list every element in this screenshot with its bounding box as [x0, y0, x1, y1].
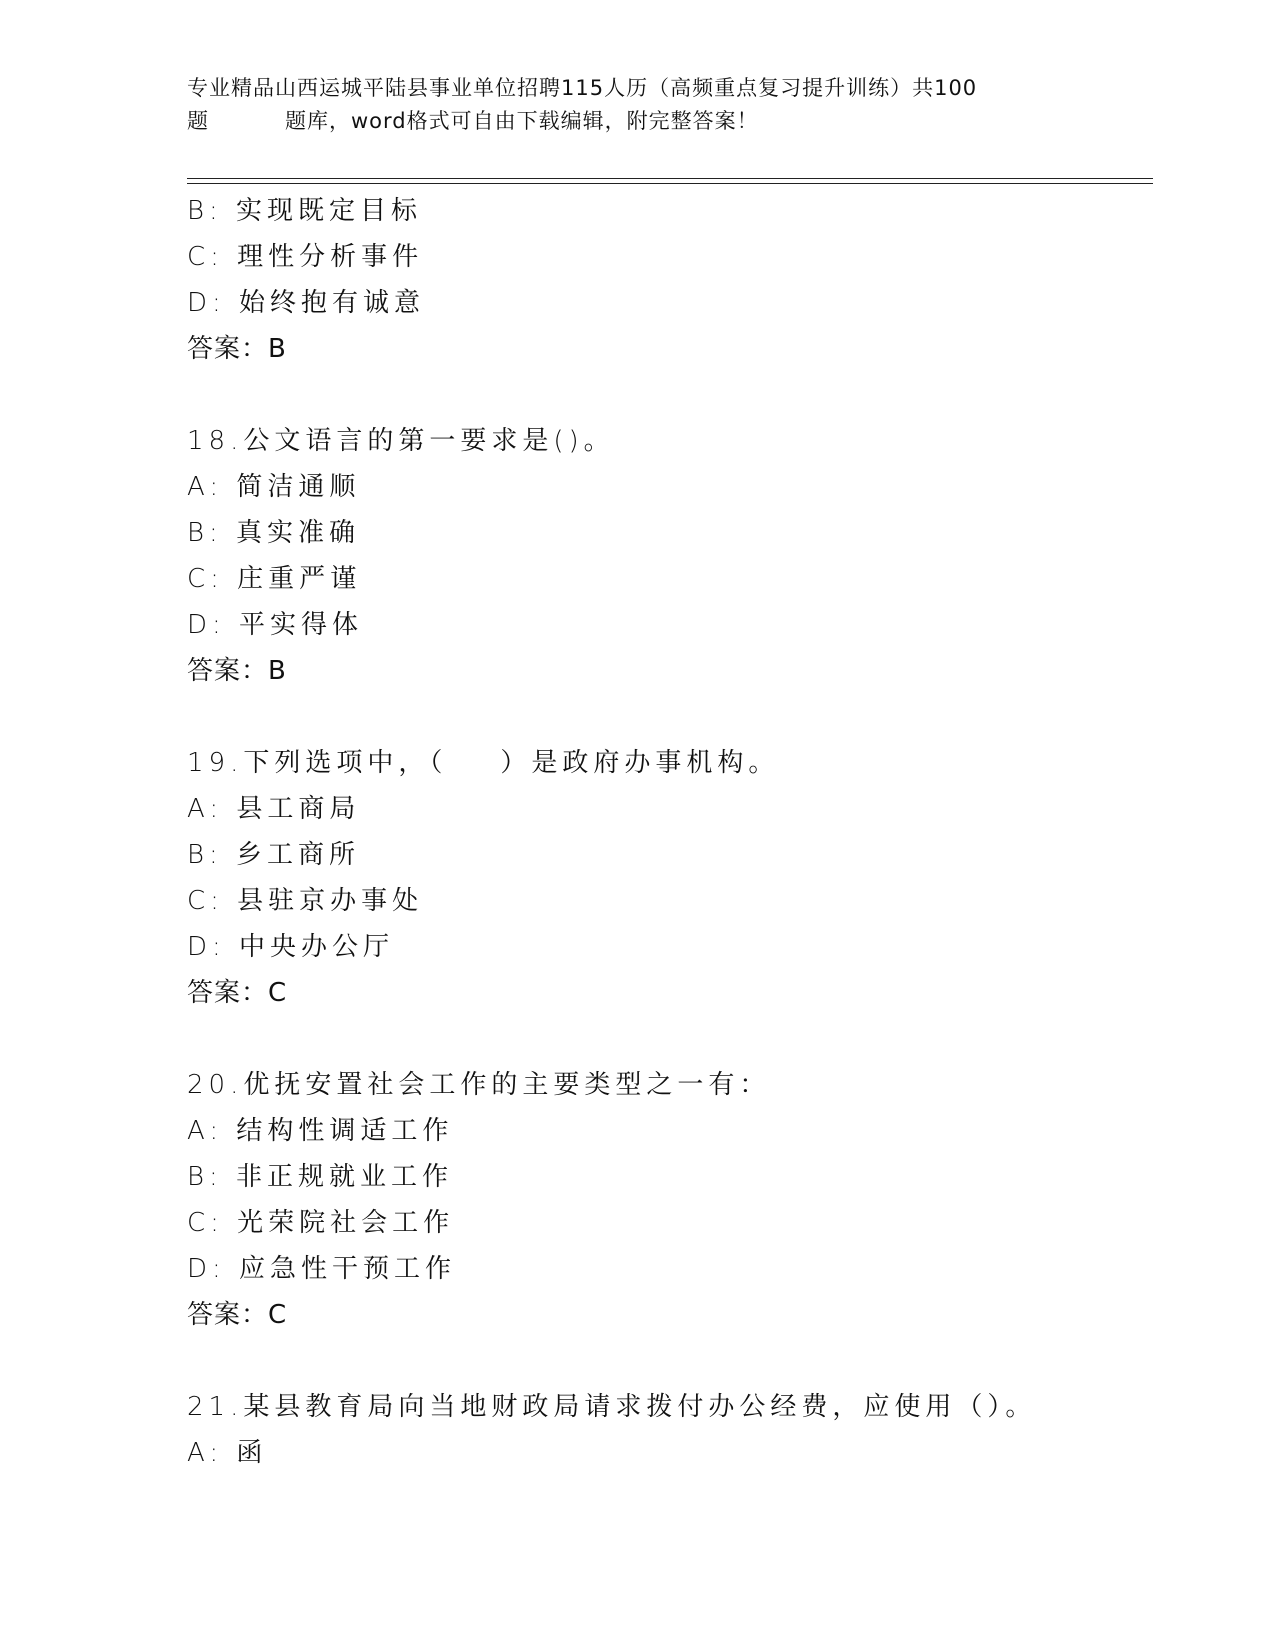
option: A: 简洁通顺	[187, 472, 361, 502]
option: B: 非正规就业工作	[187, 1162, 454, 1192]
option: D: 平实得体	[187, 610, 364, 640]
header-divider-top	[187, 178, 1153, 179]
answer-line: 答案：B	[187, 334, 287, 364]
option: C: 理性分析事件	[187, 242, 424, 272]
question-text: 19.下列选项中，（ ）是政府办事机构。	[187, 748, 780, 778]
question-block	[187, 1062, 1147, 1338]
option: A: 县工商局	[187, 794, 361, 824]
question-block	[187, 418, 1147, 694]
question-block	[187, 1384, 1147, 1476]
option: B: 实现既定目标	[187, 196, 423, 226]
header-line-2	[187, 105, 1087, 138]
question-text: 20.优抚安置社会工作的主要类型之一有：	[187, 1070, 771, 1100]
header-line-1: 专业精品山西运城平陆县事业单位招聘115人历（高频重点复习提升训练）共100	[187, 76, 978, 100]
option: C: 光荣院社会工作	[187, 1208, 455, 1238]
question-block	[187, 188, 1147, 372]
option: D: 中央办公厅	[187, 932, 395, 962]
option: B: 乡工商所	[187, 840, 361, 870]
header-line-2-rest: 题库，word格式可自由下载编辑，附完整答案！	[285, 109, 759, 133]
question-text: 21.某县教育局向当地财政局请求拨付办公经费，应使用（）。	[187, 1392, 1037, 1422]
option: B: 真实准确	[187, 518, 361, 548]
question-block	[187, 740, 1147, 1016]
document-header	[187, 72, 1087, 138]
question-text: 18.公文语言的第一要求是()。	[187, 426, 615, 456]
option: A: 结构性调适工作	[187, 1116, 454, 1146]
option: D: 应急性干预工作	[187, 1254, 457, 1284]
answer-line: 答案：B	[187, 656, 287, 686]
option: C: 庄重严谨	[187, 564, 362, 594]
answer-line: 答案：C	[187, 1300, 288, 1330]
option: C: 县驻京办事处	[187, 886, 424, 916]
question-list	[187, 188, 1147, 1476]
header-line-2-start: 题	[187, 109, 209, 133]
option: A: 函	[187, 1438, 268, 1468]
answer-line: 答案：C	[187, 978, 288, 1008]
option: D: 始终抱有诚意	[187, 288, 426, 318]
header-divider-bottom	[187, 183, 1153, 184]
